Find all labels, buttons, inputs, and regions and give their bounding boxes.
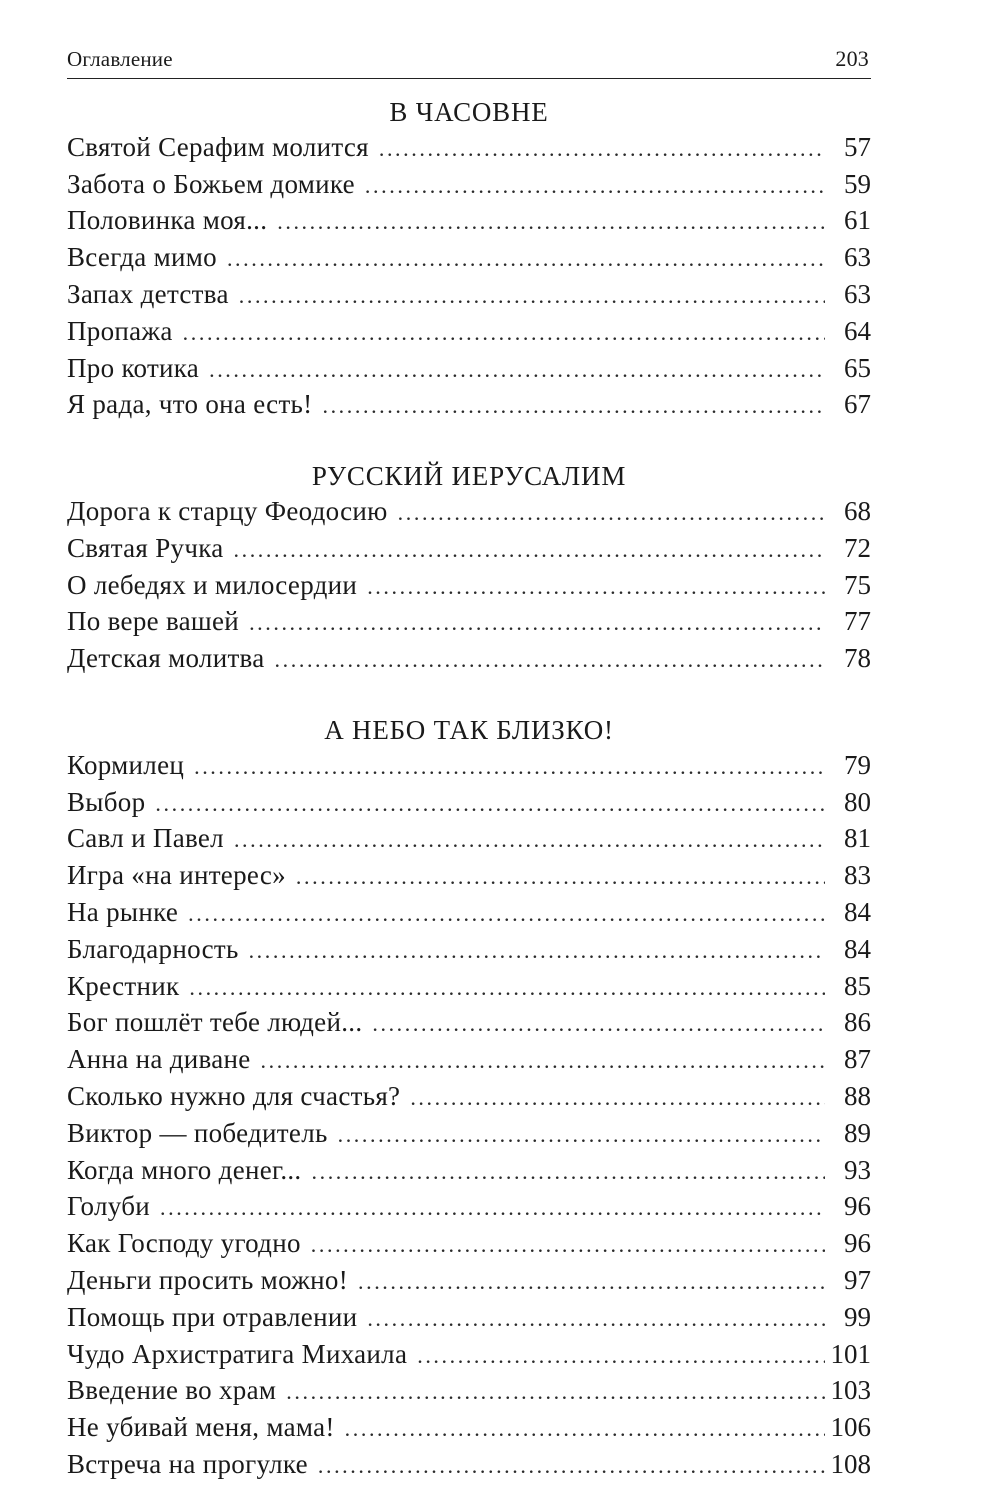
toc-entry[interactable] bbox=[67, 1153, 871, 1190]
entry-title: Пропажа bbox=[67, 315, 173, 346]
toc-page bbox=[67, 46, 871, 1484]
dot-leader bbox=[160, 1191, 825, 1226]
entry-title: Кормилец bbox=[67, 749, 185, 780]
toc-entry[interactable] bbox=[67, 387, 871, 424]
entry-page: 103 bbox=[830, 1375, 871, 1406]
toc-entry[interactable] bbox=[67, 130, 871, 167]
dot-leader bbox=[227, 242, 825, 277]
entry-title: Всегда мимо bbox=[67, 242, 217, 273]
entry-title: Святой Серафим молится bbox=[67, 131, 369, 162]
section-title: В ЧАСОВНЕ bbox=[389, 97, 549, 127]
dot-leader bbox=[372, 1007, 825, 1042]
toc-entry[interactable] bbox=[67, 821, 871, 858]
entry-title: Не убивай меня, мама! bbox=[67, 1412, 335, 1443]
dot-leader bbox=[155, 787, 825, 822]
entry-title: Анна на диване bbox=[67, 1044, 251, 1075]
toc-entry[interactable] bbox=[67, 748, 871, 785]
toc-entry[interactable] bbox=[67, 1337, 871, 1374]
entry-page: 65 bbox=[844, 352, 871, 383]
entry-page: 67 bbox=[844, 389, 871, 420]
entry-page: 87 bbox=[844, 1044, 871, 1075]
entry-page: 99 bbox=[844, 1301, 871, 1332]
entry-title: Введение во храм bbox=[67, 1375, 277, 1406]
toc-entry[interactable] bbox=[67, 604, 871, 641]
dot-leader bbox=[318, 1449, 825, 1484]
dot-leader bbox=[296, 860, 825, 895]
toc-entry[interactable] bbox=[67, 240, 871, 277]
dot-leader bbox=[261, 1044, 825, 1079]
entry-page: 108 bbox=[830, 1448, 871, 1479]
folio-page-number: 203 bbox=[835, 46, 869, 71]
entry-title: Как Господу угодно bbox=[67, 1228, 301, 1259]
entry-page: 80 bbox=[844, 786, 871, 817]
toc-entry[interactable] bbox=[67, 1373, 871, 1410]
entry-page: 88 bbox=[844, 1080, 871, 1111]
entry-title: Савл и Павел bbox=[67, 823, 224, 854]
toc-section bbox=[67, 95, 871, 424]
toc-entry[interactable] bbox=[67, 531, 871, 568]
entry-page: 63 bbox=[844, 278, 871, 309]
dot-leader bbox=[183, 316, 825, 351]
entry-page: 77 bbox=[844, 606, 871, 637]
entry-title: Я рада, что она есть! bbox=[67, 389, 313, 420]
dot-leader bbox=[234, 533, 826, 568]
entry-title: Дорога к старцу Феодосию bbox=[67, 495, 388, 526]
entry-page: 64 bbox=[844, 315, 871, 346]
entry-page: 78 bbox=[844, 643, 871, 674]
toc-entry[interactable] bbox=[67, 858, 871, 895]
dot-leader bbox=[311, 1228, 825, 1263]
toc-entry[interactable] bbox=[67, 1410, 871, 1447]
entry-title: По вере вашей bbox=[67, 606, 240, 637]
dot-leader bbox=[239, 279, 825, 314]
entry-title: Когда много денег... bbox=[67, 1154, 302, 1185]
entry-page: 57 bbox=[844, 131, 871, 162]
running-head bbox=[67, 46, 871, 79]
entry-page: 86 bbox=[844, 1007, 871, 1038]
dot-leader bbox=[345, 1412, 825, 1447]
dot-leader bbox=[286, 1375, 824, 1410]
toc-entry[interactable] bbox=[67, 494, 871, 531]
dot-leader bbox=[338, 1118, 825, 1153]
entry-title: Крестник bbox=[67, 970, 180, 1001]
toc-entry[interactable] bbox=[67, 641, 871, 678]
dot-leader bbox=[194, 750, 825, 785]
entry-title: Встреча на прогулке bbox=[67, 1448, 308, 1479]
entry-page: 61 bbox=[844, 205, 871, 236]
section-title: А НЕБО ТАК БЛИЗКО! bbox=[324, 714, 614, 745]
entry-title: Сколько нужно для счастья? bbox=[67, 1080, 401, 1111]
dot-leader bbox=[417, 1339, 824, 1374]
entry-page: 83 bbox=[844, 860, 871, 891]
toc-entry[interactable] bbox=[67, 785, 871, 822]
dot-leader bbox=[358, 1265, 825, 1300]
entry-title: Выбор bbox=[67, 786, 146, 817]
entry-page: 75 bbox=[844, 569, 871, 600]
dot-leader bbox=[249, 934, 825, 969]
dot-leader bbox=[249, 606, 825, 641]
dot-leader bbox=[312, 1155, 826, 1190]
entry-title: Про котика bbox=[67, 352, 200, 383]
dot-leader bbox=[379, 132, 825, 167]
dot-leader bbox=[367, 570, 825, 605]
dot-leader bbox=[322, 389, 825, 424]
toc-entry[interactable] bbox=[67, 1079, 871, 1116]
entry-page: 106 bbox=[830, 1412, 871, 1443]
toc-entry[interactable] bbox=[67, 1042, 871, 1079]
toc-entry[interactable] bbox=[67, 1226, 871, 1263]
toc-entry[interactable] bbox=[67, 568, 871, 605]
entry-title: Забота о Божьем домике bbox=[67, 168, 355, 199]
entry-title: Помощь при отравлении bbox=[67, 1301, 358, 1332]
dot-leader bbox=[365, 169, 825, 204]
dot-leader bbox=[275, 643, 825, 678]
entry-page: 97 bbox=[844, 1264, 871, 1295]
running-head-title: Оглавление bbox=[67, 47, 173, 71]
entry-title: Половинка моя... bbox=[67, 205, 268, 236]
entry-page: 96 bbox=[844, 1228, 871, 1259]
entry-page: 84 bbox=[844, 933, 871, 964]
entry-page: 89 bbox=[844, 1117, 871, 1148]
dot-leader bbox=[209, 353, 825, 388]
entry-title: Чудо Архистратига Михаила bbox=[67, 1338, 408, 1369]
toc-entry[interactable] bbox=[67, 314, 871, 351]
toc-entry[interactable] bbox=[67, 1263, 871, 1300]
toc-entry-list bbox=[67, 748, 871, 1484]
entry-title: Игра «на интерес» bbox=[67, 860, 286, 891]
dot-leader bbox=[234, 823, 825, 858]
entry-page: 63 bbox=[844, 242, 871, 273]
toc-entry[interactable] bbox=[67, 1116, 871, 1153]
entry-page: 59 bbox=[844, 168, 871, 199]
toc-entry[interactable] bbox=[67, 969, 871, 1006]
entry-title: Детская молитва bbox=[67, 643, 265, 674]
toc-entry[interactable] bbox=[67, 1447, 871, 1484]
toc-entry[interactable] bbox=[67, 1005, 871, 1042]
entry-title: О лебедях и милосердии bbox=[67, 569, 358, 600]
toc-entry-list bbox=[67, 130, 871, 424]
dot-leader bbox=[410, 1081, 825, 1116]
entry-title: Виктор — победитель bbox=[67, 1117, 328, 1148]
entry-page: 81 bbox=[844, 823, 871, 854]
dot-leader bbox=[189, 971, 825, 1006]
entry-page: 68 bbox=[844, 495, 871, 526]
section-title: РУССКИЙ ИЕРУСАЛИМ bbox=[311, 461, 627, 492]
entry-title: Благодарность bbox=[67, 933, 239, 964]
entry-title: Бог пошлёт тебе людей... bbox=[67, 1007, 363, 1038]
entry-page: 79 bbox=[844, 749, 871, 780]
entry-page: 84 bbox=[844, 896, 871, 927]
toc-entry-list bbox=[67, 494, 871, 678]
entry-page: 101 bbox=[830, 1338, 871, 1369]
entry-title: Святая Ручка bbox=[67, 532, 224, 563]
toc-section bbox=[67, 713, 871, 1484]
dot-leader bbox=[188, 897, 825, 932]
dot-leader bbox=[277, 205, 825, 240]
toc-entry[interactable] bbox=[67, 351, 871, 388]
toc-entry[interactable] bbox=[67, 167, 871, 204]
entry-page: 85 bbox=[844, 970, 871, 1001]
toc-entry[interactable] bbox=[67, 1189, 871, 1226]
dot-leader bbox=[398, 496, 825, 531]
entry-title: На рынке bbox=[67, 896, 179, 927]
toc-entry[interactable] bbox=[67, 895, 871, 932]
entry-title: Деньги просить можно! bbox=[67, 1264, 348, 1295]
entry-page: 72 bbox=[844, 532, 871, 563]
entry-title: Запах детства bbox=[67, 278, 229, 309]
toc-section bbox=[67, 459, 871, 678]
entry-page: 96 bbox=[844, 1191, 871, 1222]
toc-entry[interactable] bbox=[67, 1300, 871, 1337]
toc-entry[interactable] bbox=[67, 277, 871, 314]
dot-leader bbox=[367, 1302, 825, 1337]
toc-entry[interactable] bbox=[67, 203, 871, 240]
entry-page: 93 bbox=[844, 1154, 871, 1185]
toc-entry[interactable] bbox=[67, 932, 871, 969]
entry-title: Голуби bbox=[67, 1191, 150, 1222]
